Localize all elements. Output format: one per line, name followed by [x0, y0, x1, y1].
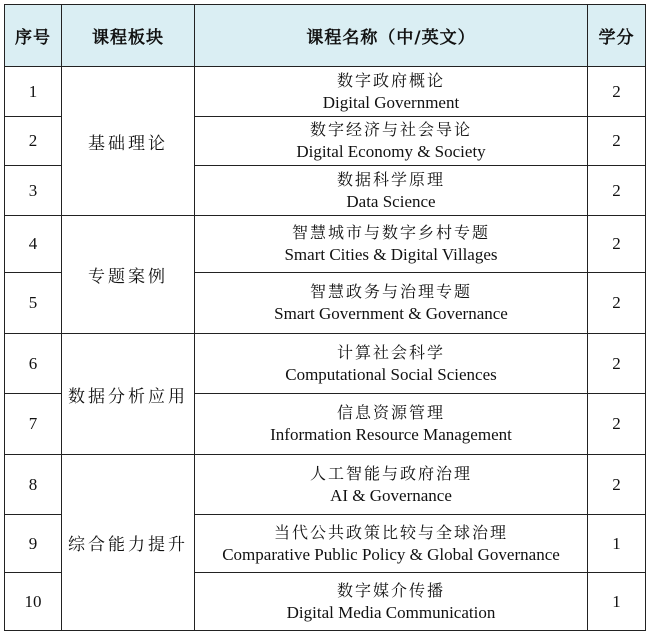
row-number: 7 [5, 394, 62, 455]
table-row [5, 216, 646, 273]
course-name-cell [195, 515, 588, 573]
credit-cell: 2 [588, 216, 646, 273]
course-name-en: Smart Cities & Digital Villages [284, 245, 498, 264]
course-name-zh: 数据科学原理 [336, 169, 445, 189]
row-number: 4 [5, 216, 62, 273]
row-number: 9 [5, 515, 62, 573]
row-number: 3 [5, 166, 62, 216]
header-index: 序号 [5, 5, 62, 67]
module-cell: 基础理论 [62, 67, 195, 216]
course-name-cell [195, 455, 588, 515]
course-name-cell [195, 334, 588, 394]
course-name-zh: 计算社会科学 [336, 342, 445, 362]
credit-cell: 2 [588, 67, 646, 117]
credit-cell: 2 [588, 394, 646, 455]
course-name-zh: 智慧政务与治理专题 [309, 282, 472, 301]
course-name-zh: 信息资源管理 [336, 403, 445, 422]
header-credits: 学分 [588, 5, 646, 67]
course-name-en: Digital Economy & Society [296, 142, 486, 161]
course-name-en: AI & Governance [330, 485, 452, 505]
course-name-zh: 智慧城市与数字乡村专题 [291, 223, 490, 242]
row-number: 5 [5, 273, 62, 334]
course-name-en: Digital Media Communication [286, 602, 496, 622]
table-row [5, 67, 646, 117]
credit-cell: 2 [588, 273, 646, 334]
credit-cell: 2 [588, 455, 646, 515]
header-row [5, 5, 646, 67]
credit-cell: 1 [588, 515, 646, 573]
course-name-zh: 人工智能与政府治理 [309, 463, 472, 483]
course-name-cell [195, 166, 588, 216]
header-module: 课程板块 [62, 5, 195, 67]
course-name-en: Digital Government [322, 92, 460, 112]
course-name-cell [195, 67, 588, 117]
header-course-name: 课程名称（中/英文） [195, 5, 588, 67]
course-name-zh: 当代公共政策比较与全球治理 [273, 522, 508, 542]
credit-cell: 2 [588, 334, 646, 394]
course-name-zh: 数字媒介传播 [336, 580, 445, 600]
module-cell: 综合能力提升 [62, 455, 195, 631]
row-number: 6 [5, 334, 62, 394]
course-name-cell [195, 394, 588, 455]
course-table [4, 4, 646, 631]
module-cell: 数据分析应用 [62, 334, 195, 455]
course-name-en: Data Science [346, 191, 436, 211]
row-number: 8 [5, 455, 62, 515]
course-name-en: Information Resource Management [270, 425, 512, 444]
course-name-cell [195, 216, 588, 273]
course-name-en: Comparative Public Policy & Global Governance [222, 544, 560, 564]
row-number: 2 [5, 117, 62, 166]
course-name-en: Computational Social Sciences [285, 364, 497, 384]
course-name-cell [195, 117, 588, 166]
credit-cell: 1 [588, 573, 646, 631]
course-name-en: Smart Government & Governance [274, 304, 508, 323]
course-name-zh: 数字政府概论 [336, 70, 445, 90]
credit-cell: 2 [588, 117, 646, 166]
table-row [5, 334, 646, 394]
module-cell: 专题案例 [62, 216, 195, 334]
course-name-zh: 数字经济与社会导论 [309, 120, 472, 139]
course-name-cell [195, 573, 588, 631]
row-number: 10 [5, 573, 62, 631]
credit-cell: 2 [588, 166, 646, 216]
table-row [5, 455, 646, 515]
course-name-cell [195, 273, 588, 334]
row-number: 1 [5, 67, 62, 117]
